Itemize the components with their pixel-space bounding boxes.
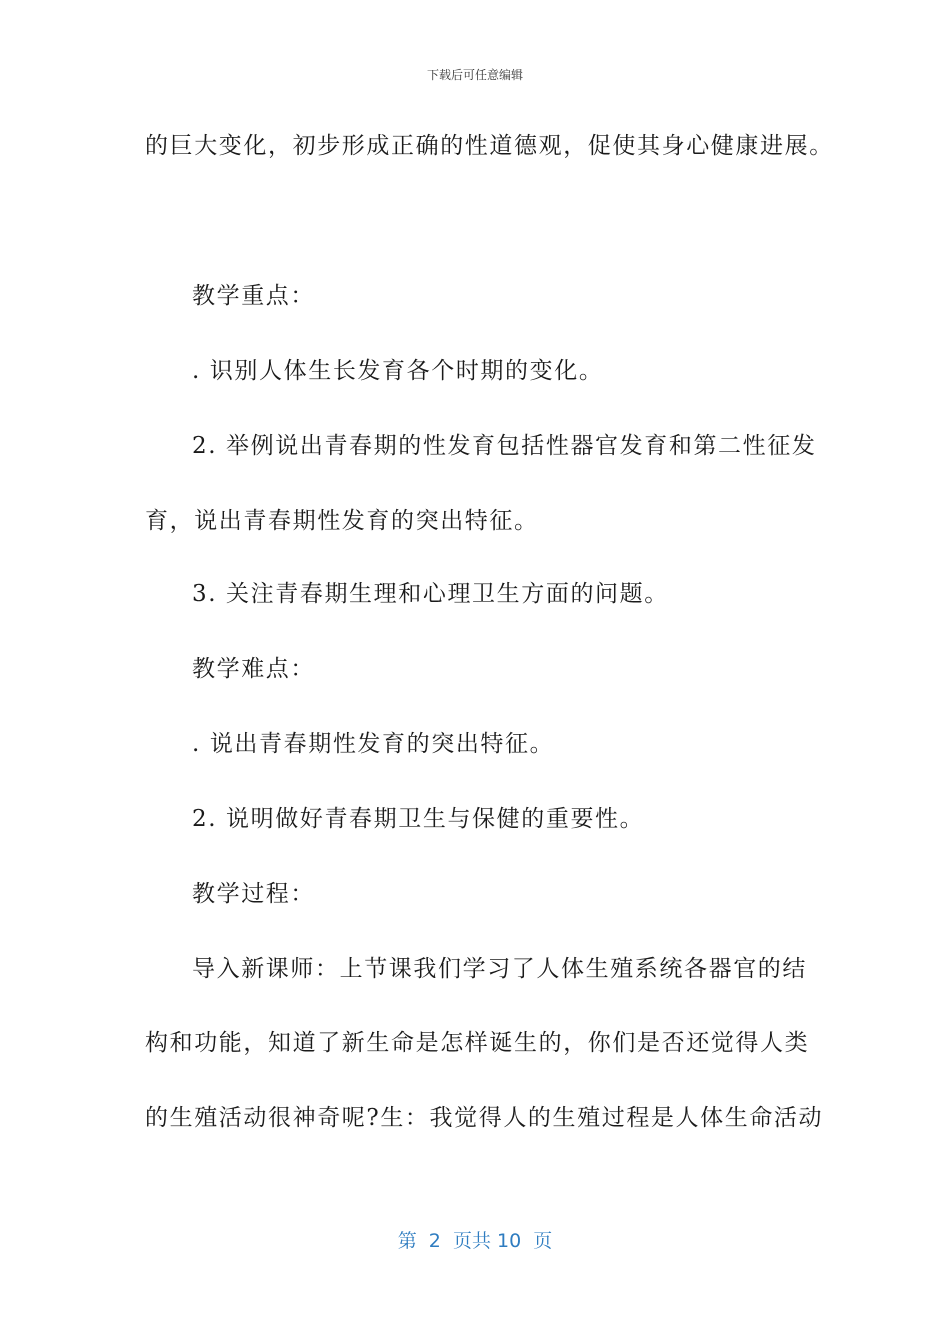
list-item: 2. 举例说出青春期的性发育包括性器官发育和第二性征发 — [192, 433, 817, 459]
list-item: 2. 说明做好青春期卫生与保健的重要性。 — [192, 806, 645, 832]
list-item: . 识别人体生长发育各个时期的变化。 — [192, 358, 604, 384]
header-note: 下载后可任意编辑 — [426, 68, 523, 82]
page-number-footer: 第 2 页共 10 页 — [397, 1230, 553, 1252]
section-heading-key-points: 教学重点： — [192, 283, 315, 309]
paragraph-line: 育，说出青春期性发育的突出特征。 — [145, 508, 539, 534]
section-heading-process: 教学过程： — [192, 881, 315, 907]
paragraph-line: 构和功能，知道了新生命是怎样诞生的，你们是否还觉得人类 — [145, 1030, 810, 1056]
paragraph-line: 导入新课师：上节课我们学习了人体生殖系统各器官的结 — [192, 956, 807, 982]
list-item: . 说出青春期性发育的突出特征。 — [192, 731, 555, 757]
section-heading-difficulties: 教学难点： — [192, 656, 315, 682]
paragraph-line: 的生殖活动很神奇呢?生：我觉得人的生殖过程是人体生命活动 — [145, 1105, 824, 1131]
list-item: 3. 关注青春期生理和心理卫生方面的问题。 — [192, 581, 669, 607]
paragraph-line: 的巨大变化，初步形成正确的性道德观，促使其身心健康进展。 — [145, 133, 834, 159]
